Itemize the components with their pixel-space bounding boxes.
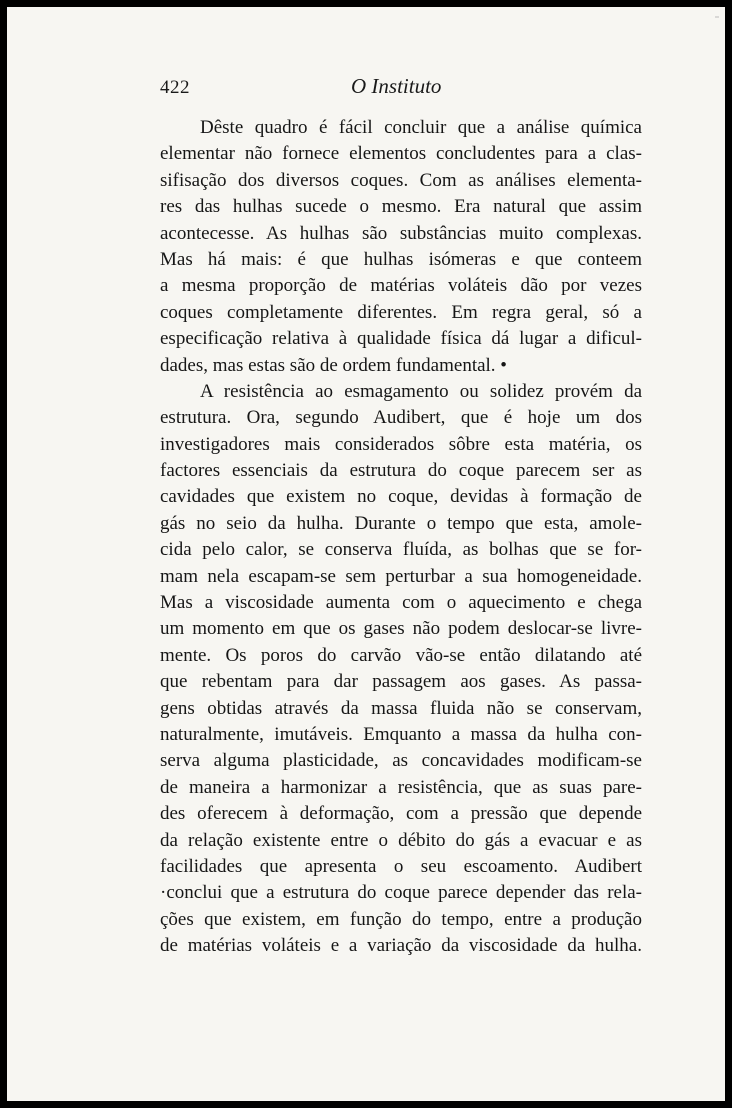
text-line: a mesma proporção de matérias voláteis dão por vezes [160,275,642,297]
text-line: A resistência ao esmagamento ou solidez provém da [200,380,642,402]
text-line: sifisação dos diversos coques. Com as análises elementa- [160,169,642,191]
paper-sheet [7,7,725,1101]
text-line: serva alguma plasticidade, as concavidades modificam-se [160,750,642,772]
text-line: especificação relativa à qualidade física dá lugar a dificul- [160,328,642,350]
text-line: Mas a viscosidade aumenta com o aquecimento e chega [160,592,642,614]
text-line: ·conclui que a estrutura do coque parece depender das rela- [160,882,642,904]
text-line: mente. Os poros do carvão vão-se então dilatando até [160,644,642,666]
text-line: gens obtidas através da massa fluida não se conservam, [160,697,642,719]
text-line: mam nela escapam-se sem perturbar a sua homogeneidade. [160,565,642,587]
text-line: dades, mas estas são de ordem fundamental. • [160,354,507,376]
paragraph-2 [160,379,642,960]
text-line: um momento em que os gases não podem deslocar-se livre- [160,618,642,640]
page-header [7,67,725,101]
text-line: naturalmente, imutáveis. Emquanto a massa da hulha con- [160,723,642,745]
paragraph-1 [160,115,642,379]
text-line: investigadores mais considerados sôbre esta matéria, os [160,433,642,455]
text-line: que rebentam para dar passagem aos gases. As passa- [160,671,642,693]
text-line: da relação existente entre o débito do gás a evacuar e as [160,829,642,851]
page-number: 422 [160,77,190,98]
text-line: Mas há mais: é que hulhas isómeras e que conteem [160,248,642,270]
text-line: estrutura. Ora, segundo Audibert, que é hoje um dos [160,407,642,429]
text-line: facilidades que apresenta o seu escoamento. Audibert [160,855,642,877]
running-title: O Instituto [351,74,442,98]
text-line: coques completamente diferentes. Em regra geral, só a [160,301,642,323]
text-line: res das hulhas sucede o mesmo. Era natural que assim [160,196,642,218]
text-line: de matérias voláteis e a variação da viscosidade da hulha. [160,935,642,957]
text-line: gás no seio da hulha. Durante o tempo que esta, amole- [160,512,642,534]
text-line: de maneira a harmonizar a resistência, que as suas pare- [160,776,642,798]
text-line: factores essenciais da estrutura do coque parecem ser as [160,460,642,482]
text-line: ções que existem, em função do tempo, entre a produção [160,908,642,930]
body-text [160,115,642,960]
text-line: elementar não fornece elementos concludentes para a clas- [160,143,642,165]
text-line: cida pelo calor, se conserva fluída, as bolhas que se for- [160,539,642,561]
text-line: des oferecem à deformação, com a pressão que depende [160,803,642,825]
text-line: cavidades que existem no coque, devidas à formação de [160,486,642,508]
text-line: acontecesse. As hulhas são substâncias muito complexas. [160,222,642,244]
text-line: Dêste quadro é fácil concluir que a análise química [200,117,642,138]
